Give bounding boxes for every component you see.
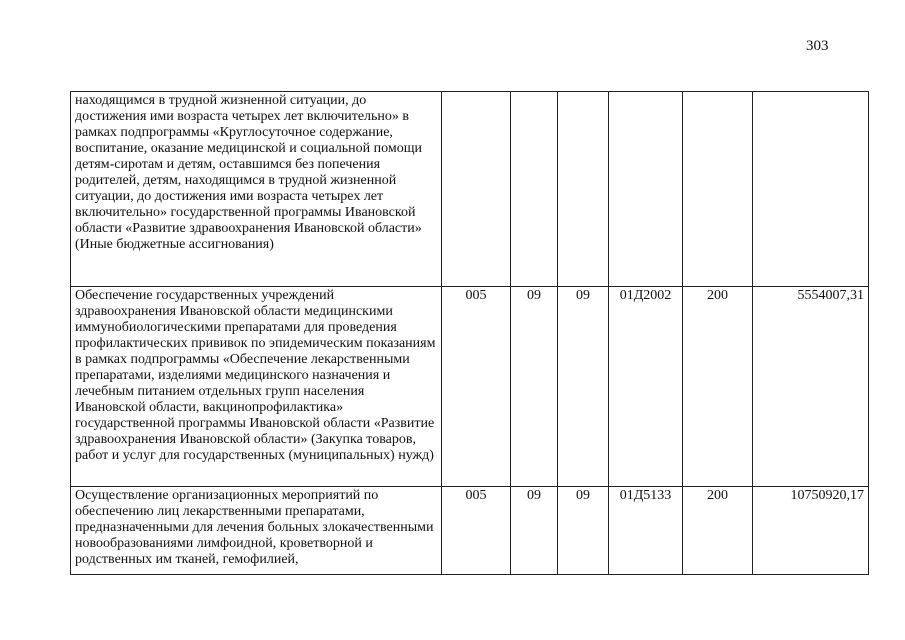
row-target-article: 01Д5133 bbox=[609, 487, 683, 575]
table-row bbox=[71, 487, 869, 575]
row-description: Обеспечение государственных учреждений здравоохранения Ивановской области медицинскими иммунобиологическими препаратами для проведения профилактических прививок по эпидемическим показаниям в рамках подпрограммы «Обеспечение лекарственными препаратами, изделиями медицинского назначения и лечебным питанием отдельных групп населения Ивановской области, вакцинопрофилактика» государственной программы Ивановской области «Развитие здравоохранения Ивановской области» (Закупка товаров, работ и услуг для государственных (муниципальных) нужд) bbox=[71, 287, 442, 487]
row-section-code: 09 bbox=[511, 287, 558, 487]
row-amount: 5554007,31 bbox=[753, 287, 869, 487]
row-subsection-code: 09 bbox=[558, 287, 609, 487]
budget-table bbox=[70, 91, 869, 575]
row-section-code: 09 bbox=[511, 487, 558, 575]
row-target-article bbox=[609, 92, 683, 287]
row-amount: 10750920,17 bbox=[753, 487, 869, 575]
row-ministry-code: 005 bbox=[442, 287, 511, 487]
row-expense-type: 200 bbox=[683, 487, 753, 575]
page-number: 303 bbox=[806, 38, 829, 54]
row-subsection-code: 09 bbox=[558, 487, 609, 575]
row-expense-type bbox=[683, 92, 753, 287]
row-subsection-code bbox=[558, 92, 609, 287]
row-target-article: 01Д2002 bbox=[609, 287, 683, 487]
row-description: находящимся в трудной жизненной ситуации, до достижения ими возраста четырех лет включительно» в рамках подпрограммы «Круглосуточное содержание, воспитание, оказание медицинской и социальной помощи детям-сиротам и детям, оставшимся без попечения родителей, детям, находящимся в трудной жизненной ситуации, до достижения ими возраста четырех лет включительно» государственной программы Ивановской области «Развитие здравоохранения Ивановской области» (Иные бюджетные ассигнования) bbox=[71, 92, 442, 287]
table-row bbox=[71, 92, 869, 287]
row-description: Осуществление организационных мероприятий по обеспечению лиц лекарственными препаратами, предназначенными для лечения больных злокачественными новообразованиями лимфоидной, кроветворной и родственных им тканей, гемофилией, bbox=[71, 487, 442, 575]
row-ministry-code: 005 bbox=[442, 487, 511, 575]
row-amount bbox=[753, 92, 869, 287]
table-row bbox=[71, 287, 869, 487]
row-expense-type: 200 bbox=[683, 287, 753, 487]
row-section-code bbox=[511, 92, 558, 287]
row-ministry-code bbox=[442, 92, 511, 287]
